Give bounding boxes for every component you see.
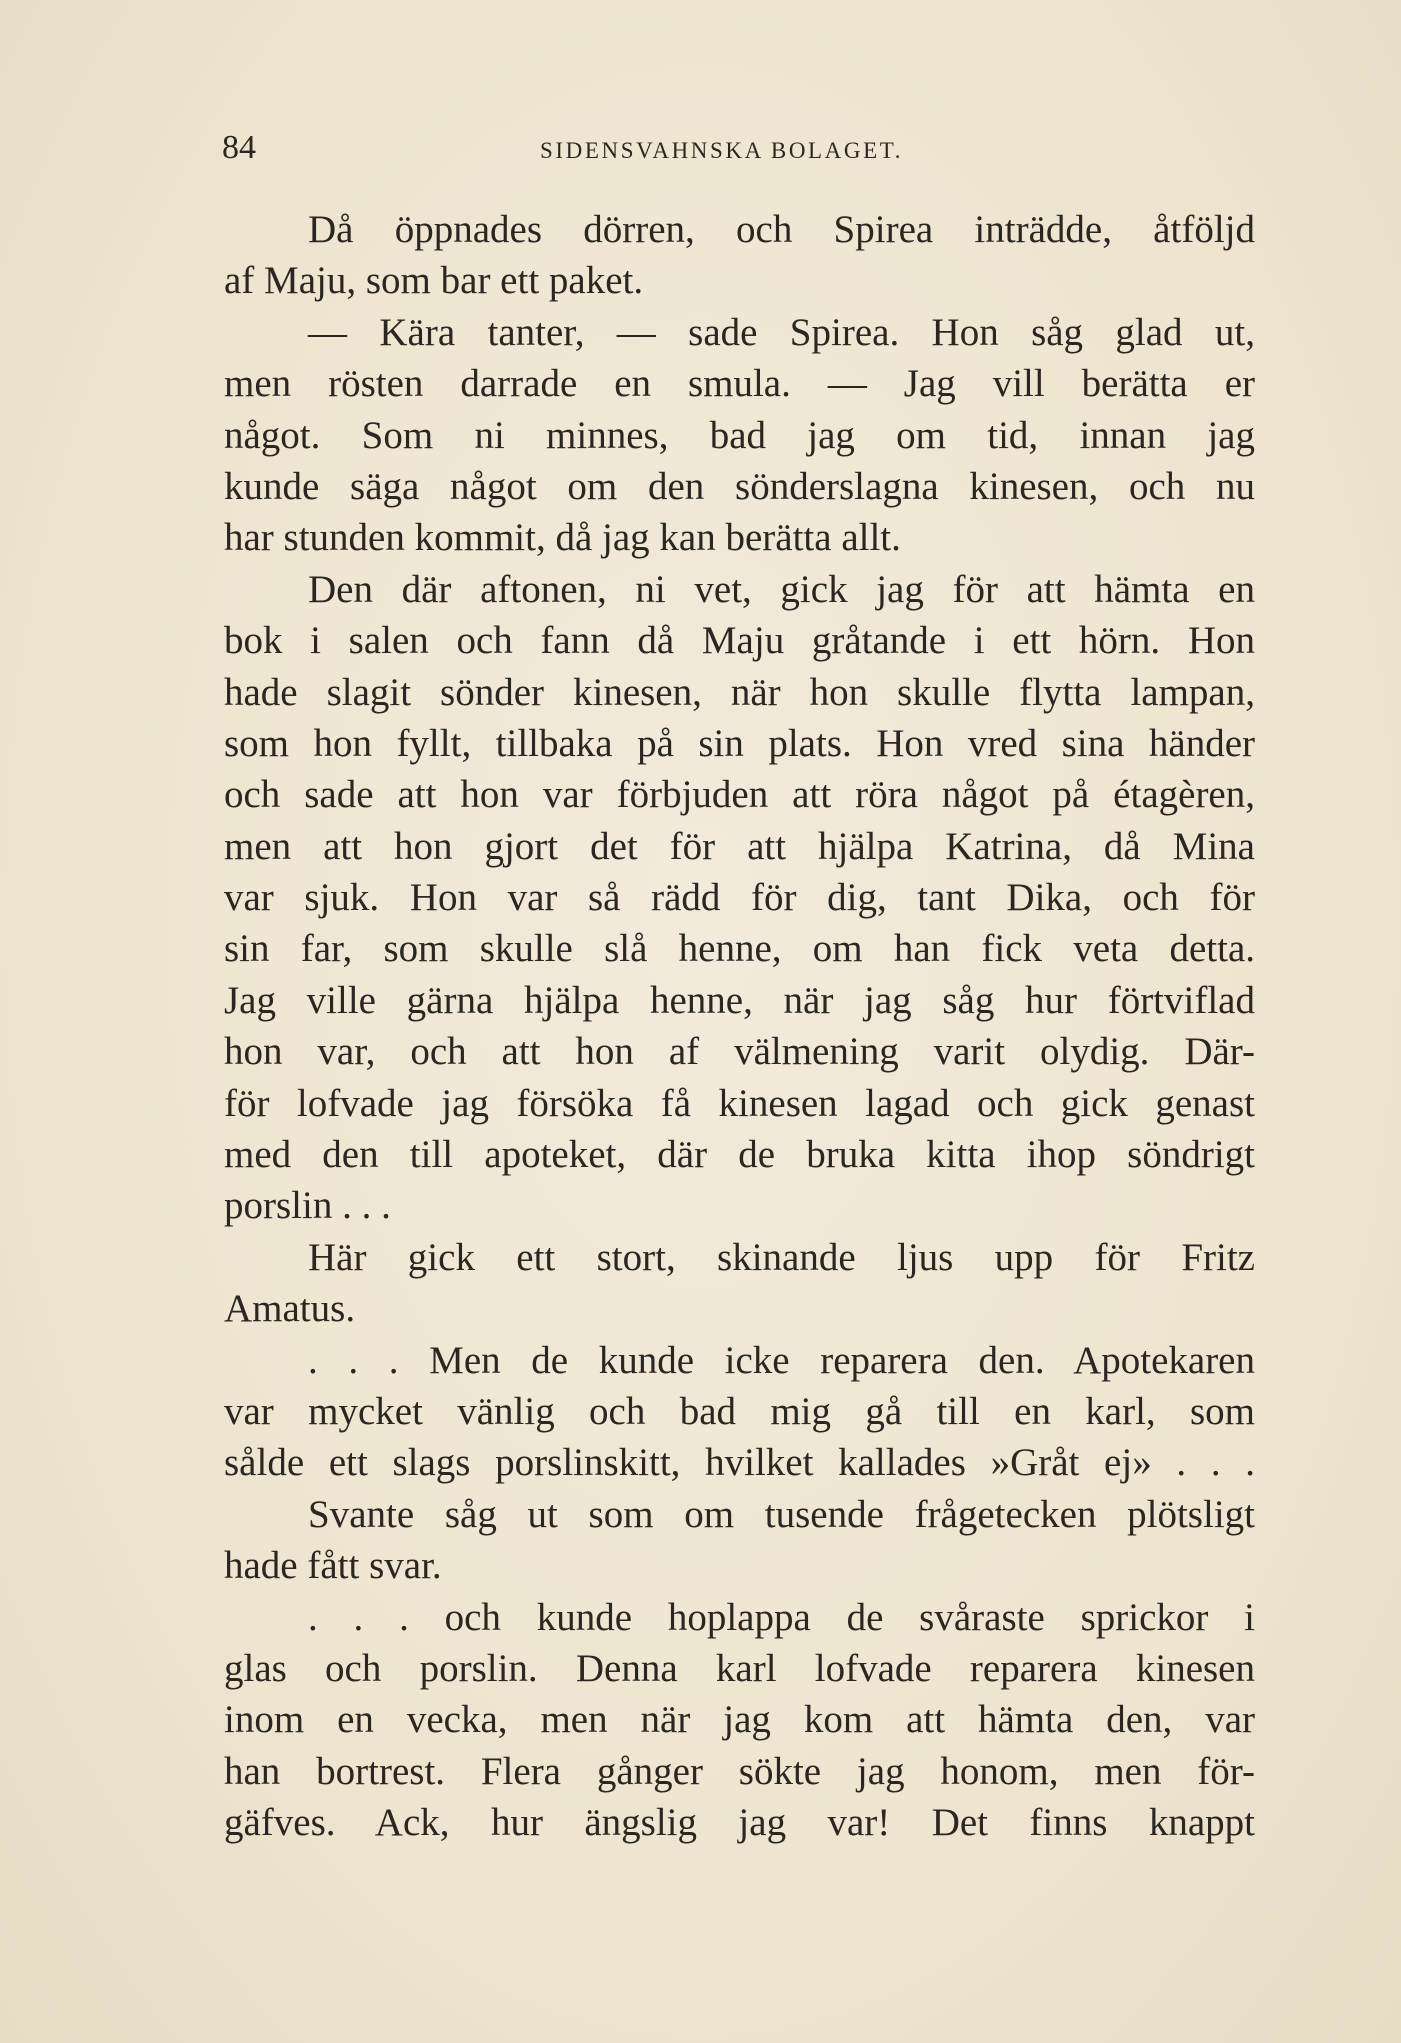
- text-line: Jag ville gärna hjälpa henne, när jag såg hur förtviflad: [224, 978, 1255, 1022]
- text-line: inom en vecka, men när jag kom att hämta den, var: [224, 1698, 1255, 1742]
- text-line: hon var, och att hon af välmening varit olydig. Där-: [224, 1030, 1255, 1074]
- text-line: Svante såg ut som om tusende frågetecken plötsligt: [308, 1492, 1255, 1536]
- text-line: som hon fyllt, tillbaka på sin plats. Hon vred sina händer: [224, 721, 1255, 765]
- text-line: men att hon gjort det för att hjälpa Katrina, då Mina: [224, 824, 1255, 868]
- text-line: har stunden kommit, då jag kan berätta allt.: [224, 516, 901, 560]
- text-line: sin far, som skulle slå henne, om han fick veta detta.: [224, 927, 1255, 971]
- text-line: glas och porslin. Denna karl lofvade reparera kinesen: [224, 1646, 1255, 1690]
- text-line: för lofvade jag försöka få kinesen lagad och gick genast: [224, 1081, 1255, 1125]
- text-line: gäfves. Ack, hur ängslig jag var! Det finns knappt: [224, 1801, 1255, 1845]
- text-line: hade fått svar.: [224, 1544, 442, 1588]
- text-line: men rösten darrade en smula. — Jag vill berätta er: [224, 362, 1255, 406]
- text-line: sålde ett slags porslinskitt, hvilket kallades »Gråt ej» . . .: [224, 1441, 1255, 1485]
- text-line: . . . och kunde hoplappa de svåraste sprickor i: [308, 1595, 1255, 1639]
- text-line: porslin . . .: [224, 1184, 391, 1228]
- text-line: med den till apoteket, där de bruka kitta ihop söndrigt: [224, 1133, 1255, 1177]
- text-line: var mycket vänlig och bad mig gå till en karl, som: [224, 1389, 1255, 1433]
- running-title: SIDENSVAHNSKA BOLAGET.: [540, 138, 904, 163]
- text-line: kunde säga något om den sönderslagna kinesen, och nu: [224, 464, 1255, 508]
- text-line: var sjuk. Hon var så rädd för dig, tant Dika, och för: [224, 876, 1255, 920]
- text-line: han bortrest. Flera gånger sökte jag honom, men för-: [224, 1749, 1255, 1793]
- text-line: Då öppnades dörren, och Spirea inträdde, åtföljd: [308, 208, 1255, 251]
- text-line: Amatus.: [224, 1287, 356, 1331]
- text-line: något. Som ni minnes, bad jag om tid, innan jag: [224, 413, 1255, 457]
- text-line: bok i salen och fann då Maju gråtande i ett hörn. Hon: [224, 619, 1255, 663]
- body-text: [224, 204, 1255, 1849]
- text-line: Den där aftonen, ni vet, gick jag för att hämta en: [308, 567, 1255, 611]
- text-line: och sade att hon var förbjuden att röra något på étagèren,: [224, 773, 1255, 817]
- text-line: — Kära tanter, — sade Spirea. Hon såg glad ut,: [308, 310, 1255, 354]
- text-line: Här gick ett stort, skinande ljus upp för Fritz: [308, 1235, 1255, 1279]
- text-line: hade slagit sönder kinesen, när hon skulle flytta lampan,: [224, 670, 1255, 714]
- text-line: . . . Men de kunde icke reparera den. Apotekaren: [308, 1338, 1255, 1382]
- page-number: 84: [222, 129, 256, 166]
- text-line: af Maju, som bar ett paket.: [224, 259, 644, 303]
